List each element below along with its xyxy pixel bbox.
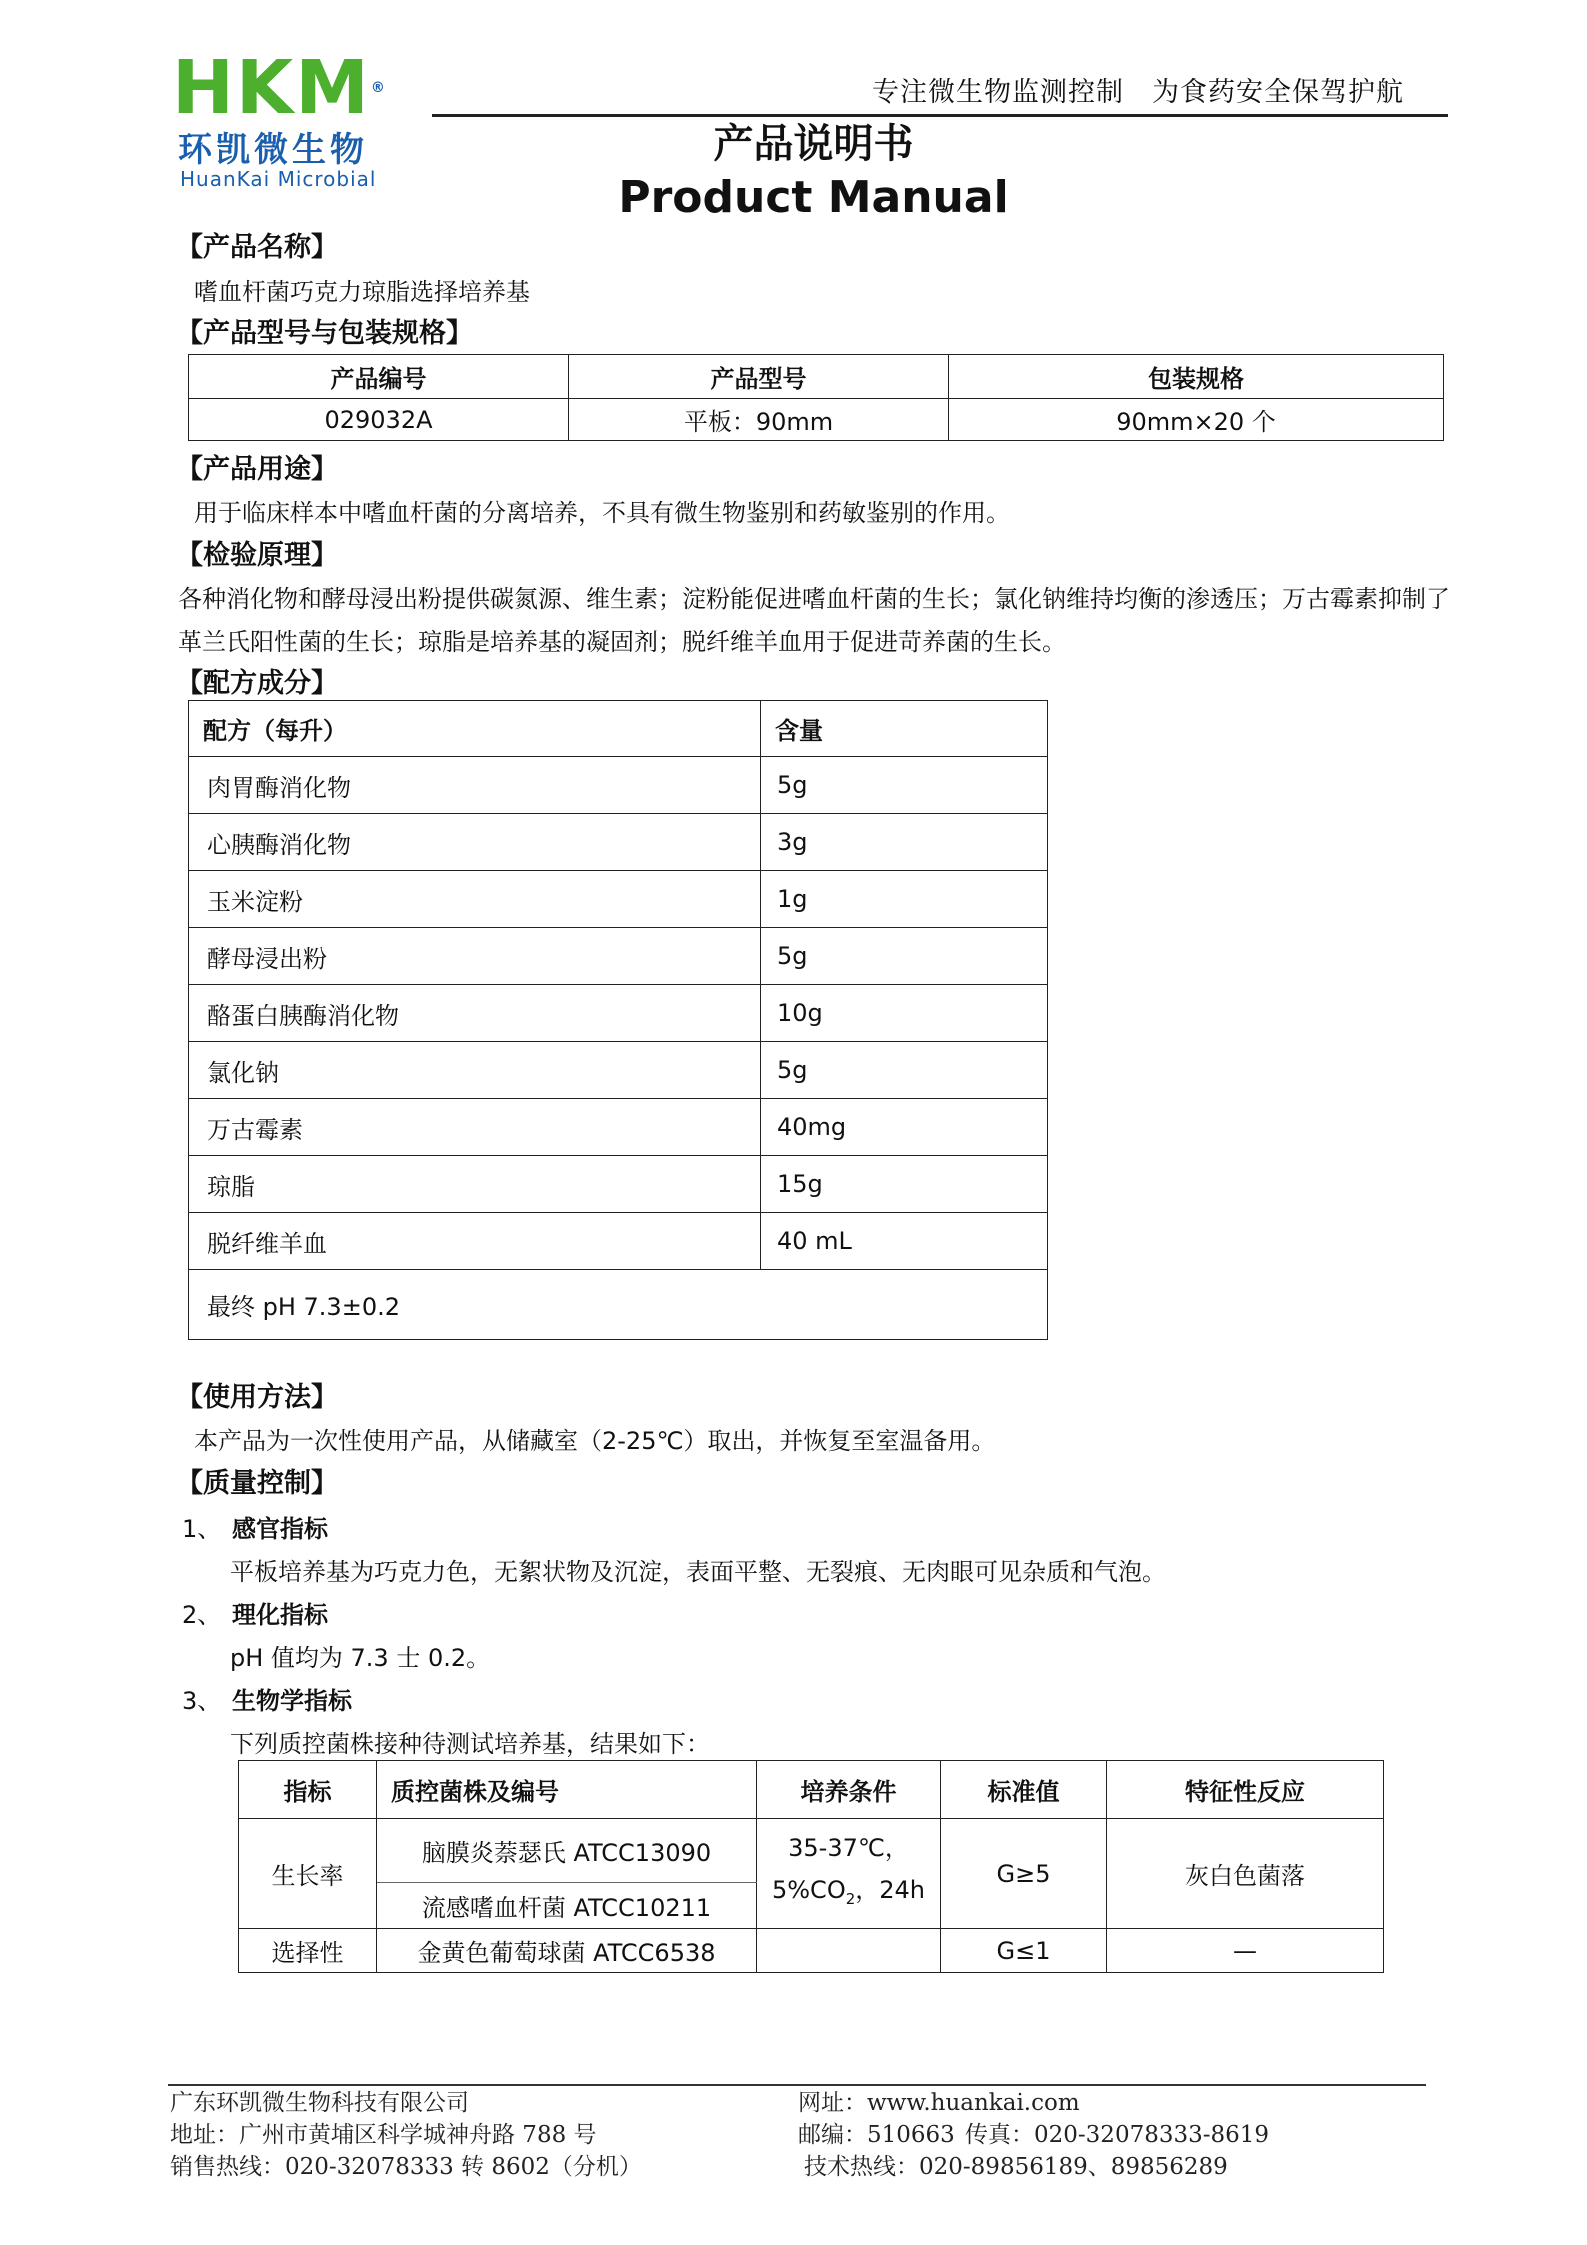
footer-fax: 传真：020-32078333-8619 — [965, 2122, 1270, 2148]
table-row — [189, 1099, 1048, 1156]
logo-cn: 环凯微生物 — [178, 130, 368, 170]
logo-en: HuanKai Microbial — [180, 167, 377, 191]
table-row — [189, 1156, 1048, 1213]
table-row — [189, 757, 1048, 814]
principle-line-2: 革兰氏阳性菌的生长；琼脂是培养基的凝固剂；脱纤维羊血用于促进苛养菌的生长。 — [178, 628, 1066, 656]
qc-growth-reaction: 灰白色菌落 — [1107, 1819, 1384, 1929]
qc-growth-condition — [757, 1819, 941, 1929]
qc-growth-standard: G≥5 — [941, 1819, 1107, 1929]
qc-strain: 流感嗜血杆菌 ATCC10211 — [377, 1883, 757, 1929]
ingredient-amount: 3g — [761, 814, 1048, 871]
footer-company: 广东环凯微生物科技有限公司 — [170, 2090, 469, 2116]
formula-table — [188, 700, 1048, 1340]
ingredient-amount: 5g — [761, 1042, 1048, 1099]
qc-strain: 金黄色葡萄球菌 ATCC6538 — [377, 1929, 757, 1973]
qc-item-text: 下列质控菌株接种待测试培养基，结果如下： — [230, 1730, 710, 1758]
qc-condition-temp: 35-37℃， — [788, 1834, 909, 1863]
section-heading-principle: 【检验原理】 — [176, 540, 338, 571]
footer-website: 网址：www.huankai.com — [798, 2090, 1080, 2116]
product-name: 嗜血杆菌巧克力琼脂选择培养基 — [194, 278, 530, 306]
qc-strain: 脑膜炎萘瑟氏 ATCC13090 — [377, 1819, 757, 1883]
usage-text: 用于临床样本中嗜血杆菌的分离培养，不具有微生物鉴别和药敏鉴别的作用。 — [194, 499, 1010, 527]
qc-header-condition: 培养条件 — [757, 1761, 941, 1819]
ingredient-name: 脱纤维羊血 — [189, 1213, 761, 1270]
qc-table — [238, 1760, 1384, 1973]
table-row — [189, 1213, 1048, 1270]
footer-postcode: 邮编：510663 — [798, 2122, 955, 2148]
ingredient-name: 酵母浸出粉 — [189, 928, 761, 985]
logo-mark-text: HKM — [172, 45, 371, 131]
registered-mark: ® — [370, 80, 387, 96]
ingredient-amount: 15g — [761, 1156, 1048, 1213]
method-text: 本产品为一次性使用产品，从储藏室（2-25℃）取出，并恢复至室温备用。 — [194, 1427, 996, 1455]
ingredient-name: 酪蛋白胰酶消化物 — [189, 985, 761, 1042]
table-row — [189, 871, 1048, 928]
ingredient-name: 玉米淀粉 — [189, 871, 761, 928]
formula-header-name: 配方（每升） — [189, 701, 761, 757]
ingredient-amount: 1g — [761, 871, 1048, 928]
qc-select-label: 选择性 — [239, 1929, 377, 1973]
ingredient-amount: 10g — [761, 985, 1048, 1042]
qc-header-strain: 质控菌株及编号 — [377, 1761, 757, 1819]
table-row — [189, 1042, 1048, 1099]
qc-condition-co2 — [757, 1869, 940, 1920]
section-heading-name: 【产品名称】 — [176, 232, 338, 263]
formula-header-amount: 含量 — [761, 701, 1048, 757]
qc-item-number: 2、 — [182, 1601, 222, 1629]
package-header-model: 产品型号 — [569, 355, 949, 399]
page-title-en: Product Manual — [618, 172, 1009, 223]
qc-item-number: 3、 — [182, 1687, 222, 1715]
header-divider — [432, 114, 1448, 117]
qc-condition-co2-sub: 2 — [845, 1889, 856, 1908]
qc-item-number: 1、 — [182, 1515, 222, 1543]
ingredient-amount: 40mg — [761, 1099, 1048, 1156]
qc-item-text: pH 值均为 7.3 士 0.2。 — [230, 1644, 491, 1672]
section-heading-usage: 【产品用途】 — [176, 454, 338, 485]
qc-item-text: 平板培养基为巧克力色，无絮状物及沉淀，表面平整、无裂痕、无肉眼可见杂质和气泡。 — [230, 1558, 1166, 1586]
qc-header-indicator: 指标 — [239, 1761, 377, 1819]
table-row — [189, 814, 1048, 871]
slogan: 专注微生物监测控制 为食药安全保驾护航 — [872, 77, 1404, 108]
table-row — [189, 1270, 1048, 1340]
section-heading-formula: 【配方成分】 — [176, 668, 338, 699]
qc-item-title: 理化指标 — [232, 1601, 328, 1629]
section-heading-model: 【产品型号与包装规格】 — [176, 318, 473, 349]
ingredient-amount: 40 mL — [761, 1213, 1048, 1270]
logo-mark — [172, 45, 387, 131]
footer-divider — [168, 2084, 1426, 2086]
page-title-cn: 产品说明书 — [713, 121, 914, 167]
package-cell-spec: 90mm×20 个 — [949, 399, 1444, 441]
ingredient-name: 琼脂 — [189, 1156, 761, 1213]
qc-select-standard: G≤1 — [941, 1929, 1107, 1973]
footer-tech: 技术热线：020-89856189、89856289 — [804, 2154, 1228, 2180]
qc-select-condition — [757, 1929, 941, 1973]
ingredient-name: 肉胃酶消化物 — [189, 757, 761, 814]
section-heading-qc: 【质量控制】 — [176, 1468, 338, 1499]
package-header-code: 产品编号 — [189, 355, 569, 399]
table-row — [189, 985, 1048, 1042]
qc-select-reaction: — — [1107, 1929, 1384, 1973]
package-cell-model: 平板：90mm — [569, 399, 949, 441]
qc-condition-co2-a: 5%CO — [771, 1876, 846, 1905]
ingredient-name: 氯化钠 — [189, 1042, 761, 1099]
footer-address: 地址：广州市黄埔区科学城神舟路 788 号 — [170, 2122, 597, 2148]
qc-condition-co2-b: ，24h — [855, 1876, 926, 1905]
qc-item-title: 生物学指标 — [232, 1687, 352, 1715]
ingredient-amount: 5g — [761, 928, 1048, 985]
ingredient-name: 万古霉素 — [189, 1099, 761, 1156]
package-cell-code: 029032A — [189, 399, 569, 441]
qc-header-reaction: 特征性反应 — [1107, 1761, 1384, 1819]
footer-sales: 销售热线：020-32078333 转 8602（分机） — [170, 2154, 642, 2180]
ingredient-amount: 5g — [761, 757, 1048, 814]
section-heading-method: 【使用方法】 — [176, 1382, 338, 1413]
package-header-spec: 包装规格 — [949, 355, 1444, 399]
final-ph: 最终 pH 7.3±0.2 — [189, 1270, 1048, 1340]
qc-header-standard: 标准值 — [941, 1761, 1107, 1819]
ingredient-name: 心胰酶消化物 — [189, 814, 761, 871]
qc-growth-label: 生长率 — [239, 1819, 377, 1929]
package-table — [188, 354, 1444, 441]
principle-line-1: 各种消化物和酵母浸出粉提供碳氮源、维生素；淀粉能促进嗜血杆菌的生长；氯化钠维持均衡的渗透压；万古霉素抑制了 — [178, 585, 1450, 613]
qc-item-title: 感官指标 — [232, 1515, 328, 1543]
table-row — [189, 928, 1048, 985]
